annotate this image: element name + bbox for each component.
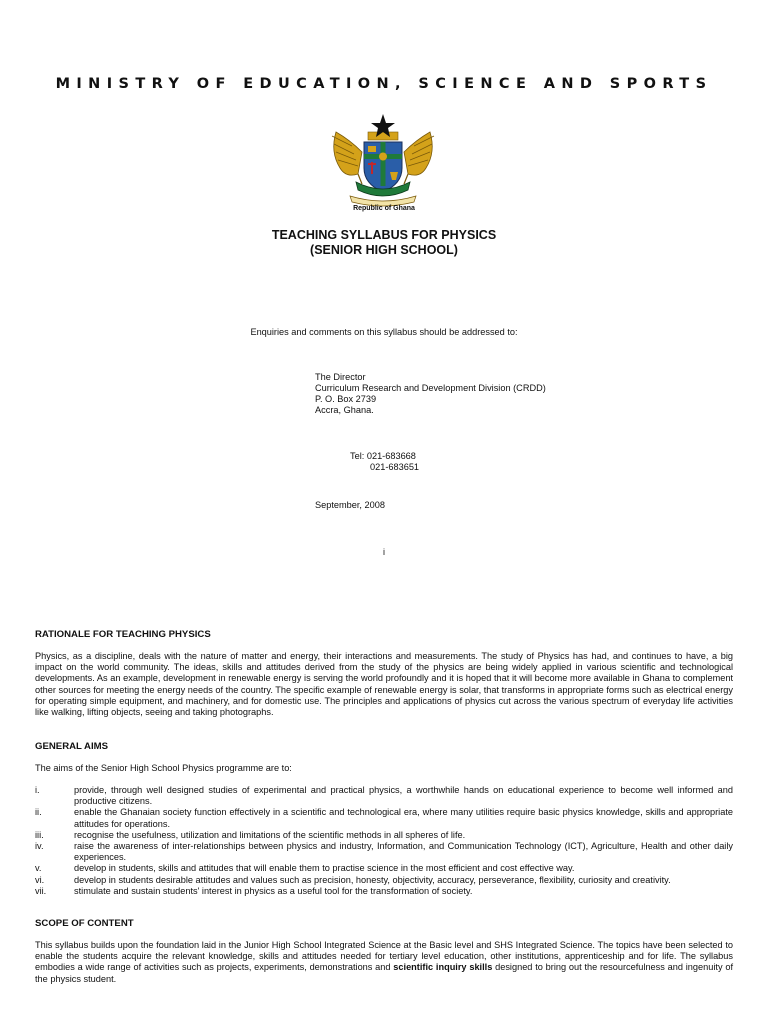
aim-text: raise the awareness of inter-relationships between physics and industry, Information, and Communication Technology (ICT), Agriculture, Health and other daily experiences. <box>74 841 733 863</box>
aim-text: stimulate and sustain students' interest in physics as a useful tool for the transformation of society. <box>74 885 473 896</box>
list-item <box>35 886 733 897</box>
list-item <box>35 841 733 863</box>
aims-list <box>35 785 733 897</box>
address-block <box>315 372 546 416</box>
address-line: Curriculum Research and Development Division (CRDD) <box>315 383 546 393</box>
list-item <box>35 830 733 841</box>
list-item <box>35 807 733 829</box>
telephone-line-2: 021-683651 <box>370 462 420 472</box>
aim-text: provide, through well designed studies of experimental and practical physics, a worthwhile hands on educational experience to become well informed and productive citizens. <box>74 785 733 807</box>
address-line: Accra, Ghana. <box>315 405 374 415</box>
ministry-title: MINISTRY OF EDUCATION, SCIENCE AND SPORTS <box>55 76 713 92</box>
aim-text: develop in students desirable attitudes and values such as precision, honesty, objectivity, accuracy, perseverance, flexibility, curiosity and creativity. <box>74 874 671 885</box>
scope-paragraph <box>35 940 733 985</box>
ghana-coat-of-arms-icon <box>328 112 438 208</box>
page-number: i <box>383 547 385 557</box>
aim-number: v. <box>35 863 42 874</box>
address-line: P. O. Box 2739 <box>315 394 377 404</box>
aims-intro: The aims of the Senior High School Physics programme are to: <box>35 763 292 773</box>
scope-bold-text: scientific inquiry skills <box>393 962 493 973</box>
address-line: The Director <box>315 372 366 382</box>
syllabus-title <box>0 228 768 258</box>
list-item <box>35 785 733 807</box>
list-item <box>35 875 733 886</box>
list-item <box>35 863 733 874</box>
aims-heading: GENERAL AIMS <box>35 741 109 752</box>
aim-text: develop in students, skills and attitudes that will enable them to practise science in the most efficient and cost effective way. <box>74 863 575 874</box>
scope-text: designed to bring out the resourcefulness and ingenuity of the physics student. <box>35 962 733 984</box>
aim-number: vi. <box>35 874 45 885</box>
telephone-block <box>350 451 419 473</box>
aim-number: iv. <box>35 841 44 852</box>
aim-number: ii. <box>35 807 42 818</box>
telephone-line-1: Tel: 021-683668 <box>350 451 416 461</box>
rationale-paragraph: Physics, as a discipline, deals with the nature of matter and energy, their interactions and measurements. The study of Physics has had, and continues to have, a big impact on the world community. The ideas, skills and attitudes derived from the study of the physics are being widely applied in various scientific and technological developments. As an example, development in renewable energy is serving the world profoundly and it is hoped that it will become more available in Ghana to complement other sources for meeting the energy needs of the country. The specific example of renewable energy is solar, that transforms in appropriate forms such as electrical energy for operating simple equipment, and machinery, and for domestic use. The principles and applications of physics cut across the various spectrum of everyday life activities like walking, lifting objects, seeing and taking photographs. <box>35 651 733 718</box>
aim-number: vii. <box>35 885 47 896</box>
aim-text: enable the Ghanaian society function effectively in a scientific and technological era, where many utilities require basic physics knowledge, skills and appropriate attitudes for operations. <box>74 807 733 829</box>
crest-caption: Republic of Ghana <box>353 205 415 212</box>
aim-text: recognise the usefulness, utilization and limitations of the scientific methods in all spheres of life. <box>74 829 466 840</box>
publication-date: September, 2008 <box>315 500 385 510</box>
scope-heading: SCOPE OF CONTENT <box>35 918 134 929</box>
aim-number: i. <box>35 785 40 795</box>
scope-text: This syllabus builds upon the foundation laid in the Junior High School Integrated Science at the Basic level and SHS Integrated Science. The topics have been selected to enable the students acquire the relevant knowledge, skills and attitudes needed for tertiary level education, other institutions, apprenticeship and for life. The syllabus embodies a wide range of activities such as projects, experiments, demonstrations and <box>35 940 733 973</box>
aim-number: iii. <box>35 829 44 840</box>
rationale-heading: RATIONALE FOR TEACHING PHYSICS <box>35 629 211 640</box>
title-line-1: TEACHING SYLLABUS FOR PHYSICS <box>271 228 497 242</box>
enquiries-text: Enquiries and comments on this syllabus should be addressed to: <box>250 327 518 337</box>
title-line-2: (SENIOR HIGH SCHOOL) <box>310 243 458 257</box>
